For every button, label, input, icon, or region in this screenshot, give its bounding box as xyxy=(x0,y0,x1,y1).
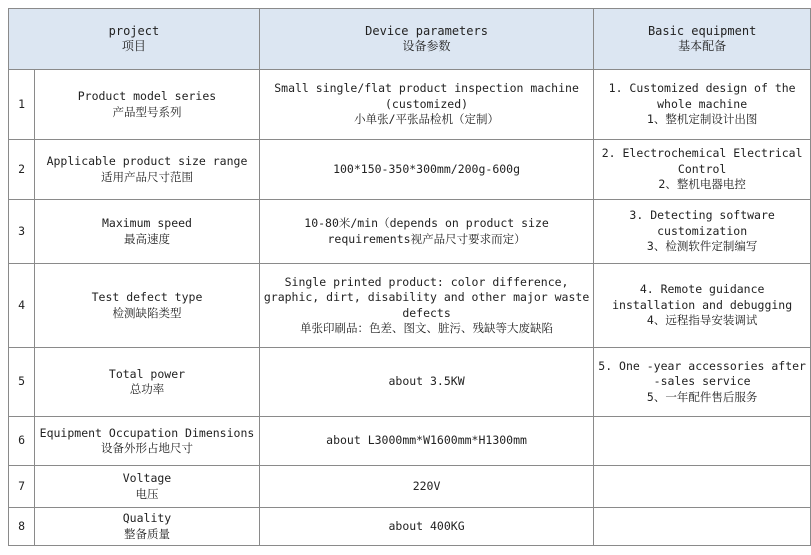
row-parameter xyxy=(259,417,593,466)
row-item xyxy=(35,466,260,508)
item-cn: 整备质量 xyxy=(123,526,170,541)
row-number: 3 xyxy=(9,200,35,264)
header-row xyxy=(9,9,811,70)
row-equipment xyxy=(594,70,811,140)
param-line: about 400KG xyxy=(388,518,465,533)
header-project-cn: 项目 xyxy=(121,39,146,53)
row-number: 2 xyxy=(9,140,35,200)
equip-line: Control xyxy=(677,161,727,176)
param-line: defects xyxy=(402,305,451,320)
header-project-en: project xyxy=(108,23,160,38)
param-line: requirements视产品尺寸要求而定） xyxy=(327,231,526,246)
item-cn: 最高速度 xyxy=(123,231,170,246)
row-parameter xyxy=(259,70,593,140)
row-item xyxy=(35,508,260,546)
item-en: Voltage xyxy=(122,471,172,485)
table-row xyxy=(9,508,811,546)
item-en: Total power xyxy=(108,366,186,381)
row-parameter xyxy=(259,466,593,508)
table-row xyxy=(9,70,811,140)
equip-line: 5、一年配件售后服务 xyxy=(646,389,758,404)
param-line: (customized) xyxy=(385,96,469,111)
item-en: Equipment Occupation Dimensions xyxy=(39,425,255,440)
equip-line: 2、整机电器电控 xyxy=(658,177,746,192)
item-en: Quality xyxy=(122,511,172,525)
row-equipment xyxy=(594,140,811,200)
equip-line: -sales service xyxy=(653,374,751,389)
row-item xyxy=(35,417,260,466)
item-cn: 产品型号系列 xyxy=(112,104,182,119)
equip-line: 1. Customized design of the xyxy=(608,81,796,96)
table-row xyxy=(9,140,811,200)
header-device-parameters xyxy=(259,9,593,70)
row-equipment xyxy=(594,200,811,264)
row-number: 7 xyxy=(9,466,35,508)
item-en: Applicable product size range xyxy=(46,154,248,168)
table-row xyxy=(9,466,811,508)
equip-line: 3. Detecting software xyxy=(629,208,775,223)
param-line: 小单张/平张品检机（定制） xyxy=(354,112,500,127)
param-line: 10-80米/min（depends on product size xyxy=(304,216,549,230)
row-number: 4 xyxy=(9,264,35,348)
equip-line: customization xyxy=(657,223,748,238)
header-equip-en: Basic equipment xyxy=(647,23,757,38)
row-parameter xyxy=(259,140,593,200)
header-device-en: Device parameters xyxy=(365,23,488,38)
row-equipment xyxy=(594,264,811,348)
param-line: 单张印刷品：色差、图文、脏污、残缺等大废缺陷 xyxy=(300,321,554,335)
equip-line: 5. One -year accessories after xyxy=(598,358,806,373)
item-cn: 总功率 xyxy=(129,382,165,396)
item-cn: 适用产品尺寸范围 xyxy=(100,169,193,184)
equip-line: 3、检测软件定制编写 xyxy=(646,239,758,254)
table-row xyxy=(9,348,811,417)
row-item xyxy=(35,70,260,140)
row-parameter xyxy=(259,348,593,417)
row-equipment xyxy=(594,466,811,508)
equip-line: whole machine xyxy=(657,96,748,111)
row-item xyxy=(35,200,260,264)
item-en: Test defect type xyxy=(91,290,203,304)
item-en: Maximum speed xyxy=(101,216,192,230)
param-line: Small single/flat product inspection machine xyxy=(274,81,579,96)
param-line: graphic, dirt, disability and other major waste xyxy=(263,290,590,304)
row-item xyxy=(35,140,260,200)
equip-line: installation and debugging xyxy=(612,297,793,312)
header-basic-equipment xyxy=(594,9,811,70)
row-parameter xyxy=(259,508,593,546)
param-line: Single printed product: color difference, xyxy=(284,274,569,289)
equip-line: 2. Electrochemical Electrical xyxy=(601,146,803,161)
row-item xyxy=(35,348,260,417)
table-row xyxy=(9,417,811,466)
table-row xyxy=(9,264,811,348)
equip-line: 4、远程指导安装调试 xyxy=(646,313,758,328)
row-equipment xyxy=(594,348,811,417)
row-number: 1 xyxy=(9,70,35,140)
item-en: Product model series xyxy=(77,89,217,103)
header-device-cn: 设备参数 xyxy=(402,39,451,53)
row-parameter xyxy=(259,264,593,348)
param-line: about 3.5KW xyxy=(388,374,465,389)
row-equipment xyxy=(594,417,811,466)
row-number: 8 xyxy=(9,508,35,546)
header-project xyxy=(9,9,260,70)
row-number: 5 xyxy=(9,348,35,417)
item-cn: 检测缺陷类型 xyxy=(112,305,182,320)
row-number: 6 xyxy=(9,417,35,466)
row-item xyxy=(35,264,260,348)
header-equip-cn: 基本配备 xyxy=(678,39,727,53)
spec-table xyxy=(8,8,811,546)
param-line: 100*150-350*300mm/200g-600g xyxy=(333,161,521,176)
row-parameter xyxy=(259,200,593,264)
equip-line: 1、整机定制设计出图 xyxy=(646,112,758,127)
param-line: about L3000mm*W1600mm*H1300mm xyxy=(326,433,527,448)
param-line: 220V xyxy=(412,478,441,493)
item-cn: 电压 xyxy=(135,486,159,501)
equip-line: 4. Remote guidance xyxy=(639,282,765,297)
row-equipment xyxy=(594,508,811,546)
spec-table-container xyxy=(8,8,811,546)
table-row xyxy=(9,200,811,264)
item-cn: 设备外形占地尺寸 xyxy=(100,441,193,455)
